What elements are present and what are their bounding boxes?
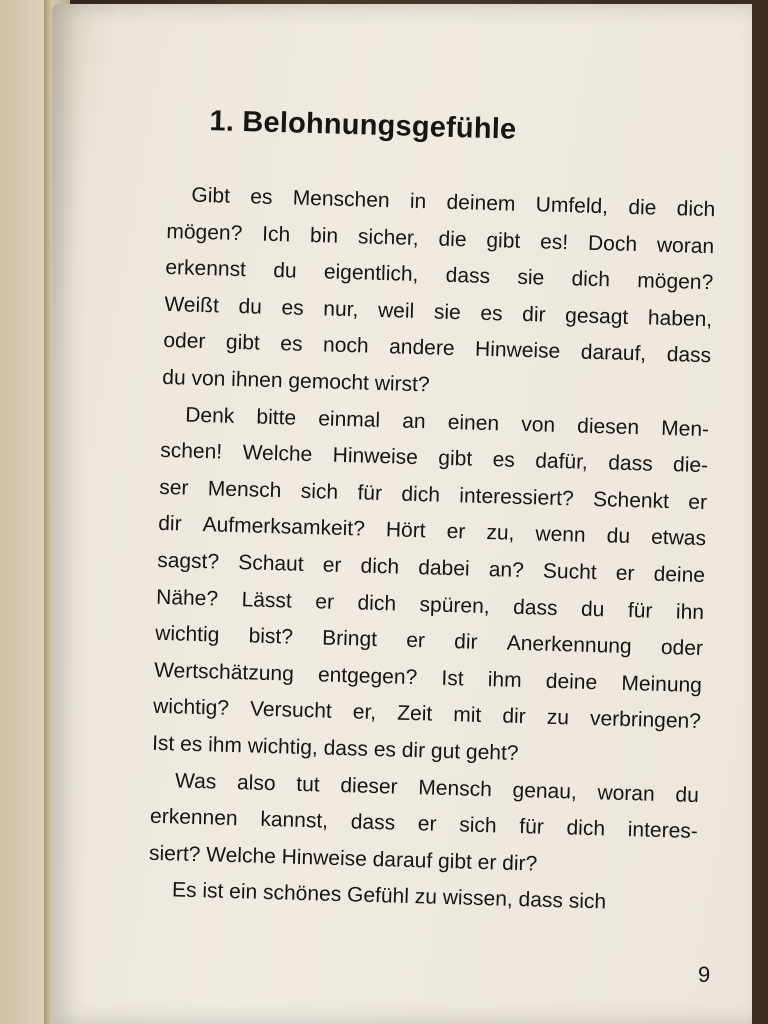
book-page [52,4,752,1024]
text-line: mögen? Ich bin sicher, die gibt es! Doch woran [166,219,715,258]
text-line: schen! Welche Hinweise gibt es dafür, dass die- [159,439,709,478]
text-line: Was also tut dieser Mensch genau, woran du [174,768,700,807]
text-line: du von ihnen gemocht wirst? [162,365,430,397]
text-line: Es ist ein schönes Gefühl zu wissen, dass sich [171,878,607,914]
text-line: siert? Welche Hinweise darauf gibt er dir? [148,841,538,876]
text-line: Weißt du es nur, weil sie es dir gesagt haben, [164,292,713,331]
body-text [148,177,716,924]
chapter-heading: 1. Belohnungsgefühle [209,105,517,146]
text-line: erkennen kannst, dass er sich für dich interes- [149,804,699,844]
book-spine [44,0,52,1024]
text-line: Nähe? Lässt er dich spüren, dass du für ihn [155,585,705,624]
page-content [148,104,718,924]
text-line: wichtig bist? Bringt er dir Anerkennung oder [154,621,704,661]
text-line: oder gibt es noch andere Hinweise darauf, dass [163,329,712,368]
page-number: 9 [698,962,711,987]
text-line: Ist es ihm wichtig, dass es dir gut geht? [151,731,519,765]
text-line: Denk bitte einmal an einen von diesen Men- [185,403,710,441]
text-line: ser Mensch sich für dich interessiert? Schenkt er [158,475,708,514]
text-line: Gibt es Menschen in deinem Umfeld, die dich [191,183,716,222]
text-line: Wertschätzung entgegen? Ist ihm deine Meinung [153,658,703,697]
text-line: erkennst du eigentlich, dass sie dich mögen? [165,256,714,295]
text-line: dir Aufmerksamkeit? Hört er zu, wenn du etwas [157,512,707,551]
text-line: wichtig? Versucht er, Zeit mit dir zu verbringen? [152,695,702,734]
text-line: sagst? Schaut er dich dabei an? Sucht er deine [156,548,706,588]
